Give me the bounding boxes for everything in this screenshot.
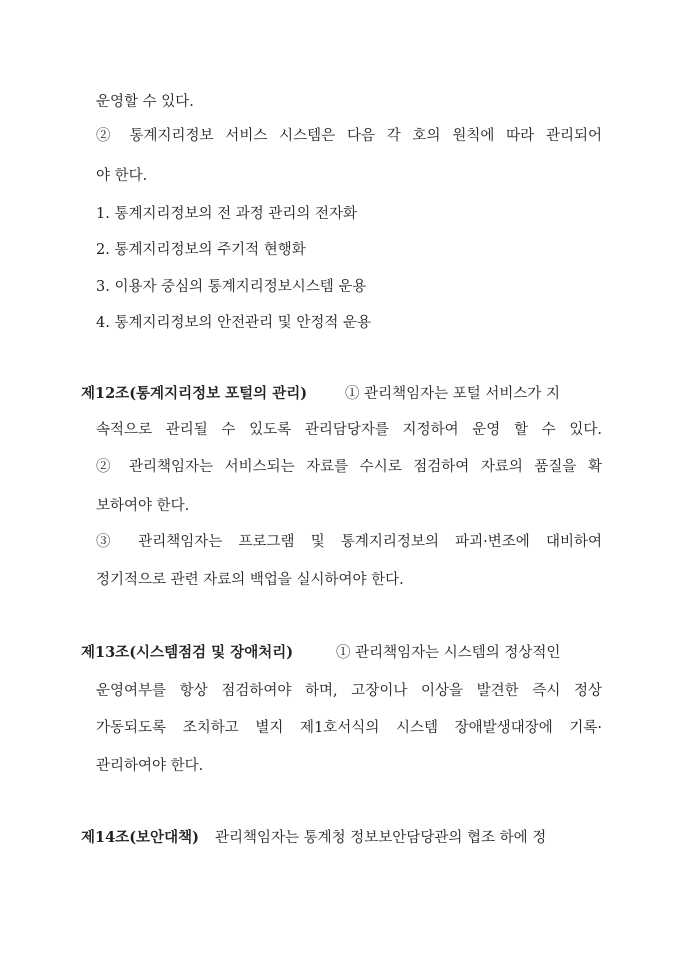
intro-line-3: 야 한다. xyxy=(96,168,148,184)
intro-line-2: ② 통계지리정보 서비스 시스템은 다음 각 호의 원칙에 따라 관리되어 xyxy=(96,128,602,144)
article-12-title: 제12조(통계지리정보 포털의 관리) xyxy=(81,385,308,402)
article-13-line-3: 가동되도록 조치하고 별지 제1호서식의 시스템 장애발생대장에 기록· xyxy=(96,720,602,736)
article-13-title: 제13조(시스템점검 및 장애처리) xyxy=(81,644,294,661)
article-12-line-4: 보하여야 한다. xyxy=(96,498,190,514)
article-12-line-2: 속적으로 관리될 수 있도록 관리담당자를 지정하여 운영 할 수 있다. xyxy=(96,422,602,438)
principle-item-1: 1. 통계지리정보의 전 과정 관리의 전자화 xyxy=(96,206,357,222)
article-14-title: 제14조(보안대책) xyxy=(81,829,199,846)
article-13-line-4: 관리하여야 한다. xyxy=(96,758,204,774)
article-12-line-1: ① 관리책임자는 포털 서비스가 지 xyxy=(345,386,561,402)
principle-item-2: 2. 통계지리정보의 주기적 현행화 xyxy=(96,242,306,258)
article-12-line-3: ② 관리책임자는 서비스되는 자료를 수시로 점검하여 자료의 품질을 확 xyxy=(96,459,602,475)
article-13-line-1: ① 관리책임자는 시스템의 정상적인 xyxy=(336,645,561,661)
intro-line-1: 운영할 수 있다. xyxy=(96,94,194,110)
article-14-line-1: 관리책임자는 통계청 정보보안담당관의 협조 하에 정 xyxy=(215,830,547,846)
principle-item-4: 4. 통계지리정보의 안전관리 및 안정적 운용 xyxy=(96,315,371,331)
article-12-line-5: ③ 관리책임자는 프로그램 및 통계지리정보의 파괴·변조에 대비하여 xyxy=(96,534,602,550)
article-13-line-2: 운영여부를 항상 점검하여야 하며, 고장이나 이상을 발견한 즉시 정상 xyxy=(96,683,602,699)
principle-item-3: 3. 이용자 중심의 통계지리정보시스템 운용 xyxy=(96,279,367,295)
article-12-line-6: 정기적으로 관련 자료의 백업을 실시하여야 한다. xyxy=(96,572,404,588)
